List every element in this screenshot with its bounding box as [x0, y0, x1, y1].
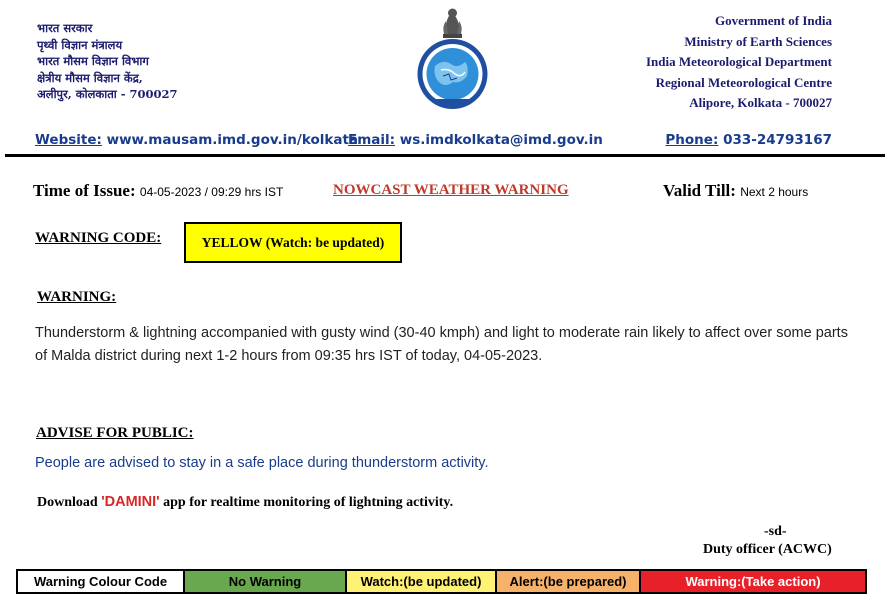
legend-alert: Alert:(be prepared) — [497, 571, 641, 592]
english-line: Regional Meteorological Centre — [655, 74, 832, 90]
advise-text: People are advised to stay in a safe place during thunderstorm activity. — [35, 455, 489, 471]
time-of-issue — [33, 181, 283, 201]
damini-note — [37, 494, 453, 511]
legend-no-warning: No Warning — [185, 571, 347, 592]
website-label: Website: — [35, 132, 102, 148]
email-contact[interactable] — [348, 132, 603, 148]
hindi-line: अलीपुर, कोलकाता - 700027 — [37, 87, 178, 101]
time-of-issue-value: 04-05-2023 / 09:29 hrs IST — [139, 185, 284, 199]
imd-seal-icon — [418, 39, 488, 109]
website-contact[interactable] — [35, 132, 358, 148]
signature-sd: -sd- — [764, 524, 787, 539]
email-label: Email: — [348, 132, 396, 148]
warning-heading: WARNING: — [37, 289, 117, 305]
damini-suffix: app for realtime monitoring of lightning activity. — [163, 495, 454, 510]
hindi-line: भारत सरकार — [37, 21, 93, 35]
hindi-line: पृथ्वी विज्ञान मंत्रालय — [37, 37, 123, 52]
header-divider — [5, 154, 885, 157]
english-line: Government of India — [715, 13, 832, 28]
valid-till-value: Next 2 hours — [740, 185, 809, 199]
english-address-block — [646, 11, 832, 114]
phone-number[interactable]: 033-24793167 — [723, 132, 832, 148]
english-line: Alipore, Kolkata - 700027 — [689, 95, 832, 111]
english-line: India Meteorological Department — [645, 54, 832, 70]
valid-till-label: Valid Till: — [663, 181, 736, 200]
email-link[interactable]: ws.imdkolkata@imd.gov.in — [399, 132, 603, 148]
imd-emblem-logo — [405, 4, 500, 112]
time-of-issue-label: Time of Issue: — [33, 181, 136, 200]
phone-label: Phone: — [665, 132, 719, 148]
damini-app-name: 'DAMINI' — [101, 494, 160, 510]
website-link[interactable]: www.mausam.imd.gov.in/kolkata — [106, 132, 359, 148]
legend-warning: Warning:(Take action) — [641, 571, 865, 592]
phone-contact[interactable] — [665, 132, 832, 148]
english-line: Ministry of Earth Sciences — [684, 33, 832, 49]
damini-prefix: Download — [37, 495, 98, 510]
ashoka-emblem-icon — [443, 9, 462, 39]
duty-officer: Duty officer (ACWC) — [703, 542, 832, 557]
hindi-line: भारत मौसम विज्ञान विभाग — [37, 54, 149, 68]
hindi-line: क्षेत्रीय मौसम विज्ञान केंद्र, — [37, 70, 143, 85]
valid-till — [663, 181, 808, 201]
nowcast-title: NOWCAST WEATHER WARNING — [333, 182, 569, 198]
hindi-address-block — [37, 20, 237, 103]
legend-title: Warning Colour Code — [18, 571, 185, 592]
warning-code-label: WARNING CODE: — [35, 230, 162, 246]
warning-colour-legend — [16, 569, 867, 594]
advise-heading: ADVISE FOR PUBLIC: — [36, 425, 194, 441]
legend-watch: Watch:(be updated) — [347, 571, 497, 592]
warning-text: Thunderstorm & lightning accompanied with gusty wind (30-40 kmph) and light to moderate rain likely to affect over some parts of Malda district during next 1-2 hours from 09:35 hrs IST of today, 04-05-2023. — [35, 325, 848, 364]
warning-code-badge: YELLOW (Watch: be updated) — [184, 222, 402, 263]
